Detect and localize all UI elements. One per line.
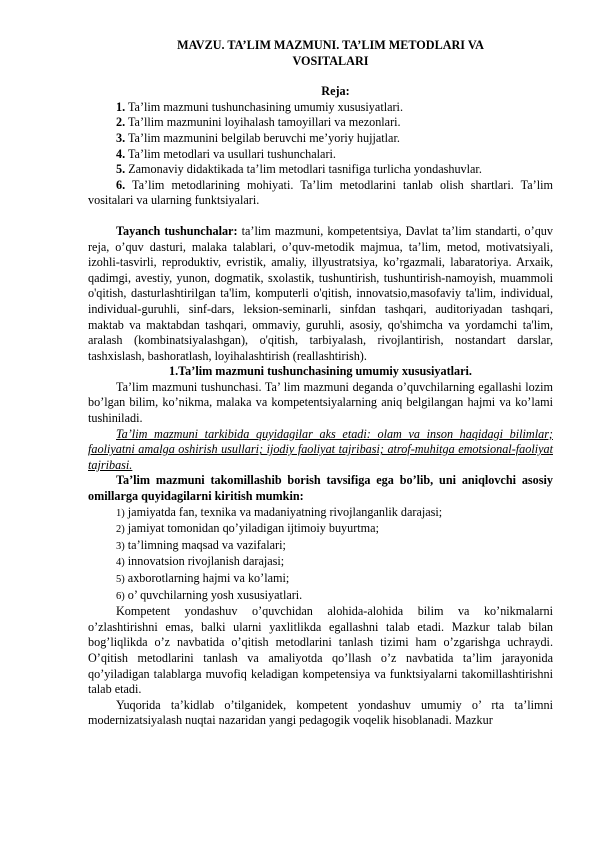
paragraph: Ta’lim mazmuni tushunchasi. Ta’ lim mazmuni deganda o’quvchilarning egallashi lozim bo’lgan bilim, ko’nikma, malaka va kompetentsiyalarning aniq belgilangan hajmi va ko’lami tushiniladi. xyxy=(88,379,553,426)
title-line-2: VOSITALARI xyxy=(292,53,369,68)
keywords-text: ta’lim mazmuni, kompetentsiya, Davlat ta’lim standarti, o’quv reja, o’quv dasturi, malaka talablari, o’quv-metodik majmua, ta’lim, metod, motivatsiyali, izohli-tasvirli, reproduktiv, evristik, amaliy, illyustratsiya, ko’rgazmali, labaratoriya. Arxaik, qadimgi, avestiy, yunon, dogmatik, sxolastik, tushuntirish, tushuntirish-namoyish, muammoli o'qitish, dasturlashtirilgan ta'lim, komputerli o'qitish, innovatsio,masofaviy ta'lim, individual, individual-guruhli, sinf-dars, leksion-seminarli, sinfdan tashqari, auditoriyadan tashqari, maktab va maktabdan tashqari, ommaviy, guruhli, asosiy, qo'shimcha va yordamchi ta'lim, aralash (kombinatsiyalashgan), o'qitish, tarbiyalash, rivojlantirish, nostandart darslar, tashxislash, bashoratlash, loyihalashtirish (reallashtirish). xyxy=(88,223,553,363)
title-line-1: MAVZU. TA’LIM MAZMUNI. TA’LIM METODLARI VA xyxy=(177,38,484,52)
keywords-label: Tayanch tushunchalar: xyxy=(116,223,238,238)
plan-item: 6. Ta’lim metodlarining mohiyati. Ta’lim metodlarini tanlab olish shartlari. Ta’lim vositalari va ularning funktsiyalari. xyxy=(88,177,553,208)
list-item: 5) axborotlarning hajmi va ko’lami; xyxy=(116,571,290,585)
plan-heading: Reja: xyxy=(321,84,350,99)
plan-item: 2. Ta’llim mazmunini loyihalash tamoyillari va mezonlari. xyxy=(116,115,401,130)
plan-item: 3. Ta’lim mazmunini belgilab beruvchi me’yoriy hujjatlar. xyxy=(116,130,400,145)
list-item: 1) jamiyatda fan, texnika va madaniyatning rivojlanganlik darajasi; xyxy=(116,504,443,519)
plan-item: 1. Ta’lim mazmuni tushunchasining umumiy xususiyatlari. xyxy=(116,99,403,114)
spacer xyxy=(88,209,553,224)
paragraph: Kompetent yondashuv o’quvchidan alohida-alohida bilim va ko’nikmalarni o’zlashtirishni emas, balki ularni yaxlitlikda egallashni talab etadi. Mazkur talab bilan bog’liqlikda o’z navbatida o’qitish metodlarini tanlash tizimi ham o’zgarishga uchraydi. O’qitish metodlarini tanlash va amaliyotda qo’llash o’z navbatida ta’lim jarayonida qo’yiladigan talablarga muvofiq keladigan kompetensiya va funktsiyalarni takomillashtirishni talab etadi. xyxy=(88,604,553,697)
paragraph-bold: Ta’lim mazmuni takomillashib borish tavsifiga ega bo’lib, uni aniqlovchi asosiy omillarga quyidagilarni kiritish mumkin: xyxy=(88,473,553,504)
list-item: 4) innovatsion rivojlanish darajasi; xyxy=(116,554,285,569)
plan-item: 4. Ta’lim metodlari va usullari tushunchalari. xyxy=(116,146,336,161)
keywords-paragraph xyxy=(88,224,553,364)
paragraph: Yuqorida ta’kidlab o’tilganidek, kompetent yondashuv umumiy o’ rta ta’limni modernizatsiyalash nuqtai nazaridan yangi pedagogik voqelik hisoblanadi. Mazkur xyxy=(88,697,553,728)
document-title xyxy=(88,38,553,69)
document-page xyxy=(88,38,553,729)
paragraph-underlined: Ta’lim mazmuni tarkibida quyidagilar aks etadi: olam va inson haqidagi bilimlar; faoliyatni amalga oshirish usullari; ijodiy faoliyat tajribasi; atrof-muhitga emotsional-faoliyat tajribasi. xyxy=(88,426,553,472)
section-heading: 1.Ta’lim mazmuni tushunchasining umumiy xususiyatlari. xyxy=(169,364,472,379)
plan-item: 5. Zamonaviy didaktikada ta’lim metodlari tasnifiga turlicha yondashuvlar. xyxy=(116,162,482,177)
list-item: 6) o’ quvchilarning yosh xususiyatlari. xyxy=(116,587,303,602)
list-item: 3) ta’limning maqsad va vazifalari; xyxy=(116,537,286,552)
list-item: 2) jamiyat tomonidan qo’yiladigan ijtimoiy buyurtma; xyxy=(116,521,379,536)
